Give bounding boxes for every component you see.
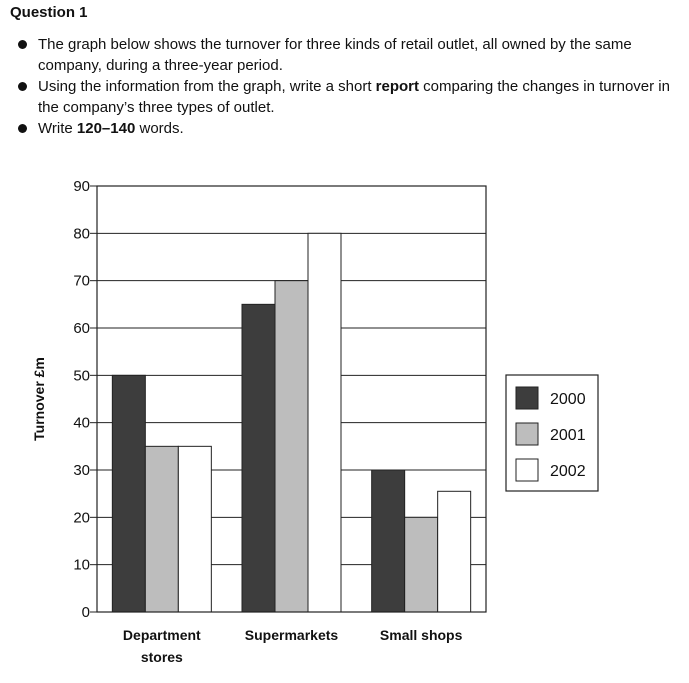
x-category-label: Department — [122, 627, 201, 643]
instruction-bullet — [12, 118, 682, 139]
bar-2001 — [145, 446, 178, 612]
bullet-dot-icon — [18, 82, 27, 91]
bar-2001 — [275, 281, 308, 612]
bar-2002 — [438, 491, 471, 612]
y-tick-label: 0 — [81, 604, 90, 621]
question-title: Question 1 — [10, 4, 88, 21]
legend-label: 2001 — [550, 427, 586, 444]
instruction-list — [12, 34, 682, 139]
y-axis-label: Turnover £m — [31, 357, 47, 441]
x-category-label: Supermarkets — [244, 627, 339, 643]
legend-label: 2002 — [550, 463, 586, 480]
instruction-text: Using the information from the graph, write a short — [38, 78, 376, 95]
bar-2001 — [405, 517, 438, 612]
instruction-text: comparing the changes in turnover in the company’s three types of outlet. — [38, 78, 670, 116]
instruction-text: words. — [135, 120, 184, 137]
instruction-emphasis: 120–140 — [76, 120, 136, 137]
legend-swatch — [516, 459, 538, 481]
y-tick-label: 70 — [73, 272, 90, 290]
legend-swatch — [516, 387, 538, 409]
instruction-emphasis: report — [375, 78, 419, 95]
y-tick-label: 80 — [73, 225, 90, 243]
bar-2002 — [178, 446, 211, 612]
y-tick-label: 90 — [73, 178, 90, 195]
bar-2000 — [242, 304, 275, 612]
y-tick-label: 40 — [73, 414, 90, 432]
bar-chart — [0, 170, 689, 683]
bar-2002 — [308, 233, 341, 612]
y-tick-label: 30 — [73, 462, 90, 479]
x-category-label: Small shops — [379, 627, 463, 643]
x-category-label: stores — [140, 649, 183, 665]
bar-2000 — [112, 375, 145, 612]
y-tick-label: 60 — [73, 320, 90, 337]
bar-2000 — [372, 470, 405, 612]
legend-label: 2000 — [550, 391, 586, 408]
bullet-dot-icon — [18, 124, 27, 133]
y-tick-label: 50 — [73, 367, 90, 385]
y-tick-label: 10 — [73, 556, 90, 574]
y-tick-label: 20 — [73, 509, 90, 527]
instruction-bullet — [12, 76, 682, 118]
legend-swatch — [516, 423, 538, 445]
instruction-text: Write — [38, 120, 77, 137]
instruction-bullet — [12, 34, 682, 76]
bullet-dot-icon — [18, 40, 27, 49]
instruction-text: The graph below shows the turnover for three kinds of retail outlet, all owned by the same company, during a three-year period. — [38, 36, 632, 74]
